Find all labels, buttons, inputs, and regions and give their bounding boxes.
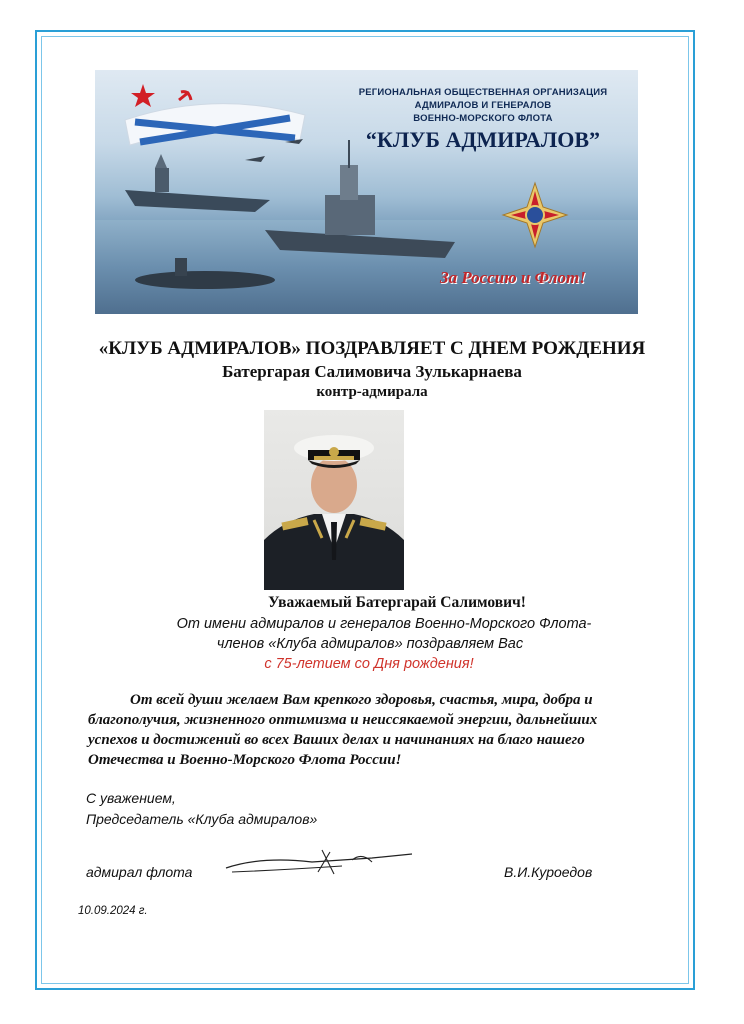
hammer-sickle-icon	[179, 92, 191, 100]
header-banner	[95, 70, 638, 314]
regards-text: С уважением,	[86, 790, 176, 806]
club-name: “КЛУБ АДМИРАЛОВ”	[365, 127, 601, 152]
recipient-portrait	[264, 410, 404, 590]
jet-icon	[245, 139, 303, 162]
wishes-text: От всей души желаем Вам крепкого здоровья, счастья, мира, добра и благополучия, жизненного оптимизма и неиссякаемой энергии, дальнейших успехов и достижений во всех Ваших делах и начинаниях на благо нашего Отечества и Военно-Морского Флота России!	[88, 692, 598, 768]
wishes-paragraph	[88, 690, 648, 770]
salutation: Уважаемый Батергарай Салимович!	[268, 594, 526, 611]
organization-name	[333, 86, 633, 153]
recipient-name: Батергарая Салимовича Зулькарнаева	[222, 362, 522, 381]
signer-rank: адмирал флота	[86, 864, 193, 880]
signer-name: В.И.Куроедов	[504, 864, 593, 880]
congratulation-heading: «КЛУБ АДМИРАЛОВ» ПОЗДРАВЛЯЕТ С ДНЕМ РОЖДЕНИЯ	[98, 338, 646, 359]
greeting-line-2: От имени адмиралов и генералов Военно-Морского Флота-	[176, 616, 592, 632]
document-date: 10.09.2024 г.	[78, 905, 148, 917]
submarine-icon	[135, 258, 275, 289]
red-star-icon	[131, 84, 155, 107]
anniversary-line: с 75-летием со Дня рождения!	[264, 656, 474, 672]
handwritten-signature	[222, 842, 422, 878]
motto: За Россию и Флот!	[440, 268, 586, 287]
org-line-2: АДМИРАЛОВ И ГЕНЕРАЛОВ	[414, 100, 552, 111]
chairman-position: Председатель «Клуба адмиралов»	[86, 811, 318, 827]
naval-flag-icon	[125, 104, 305, 145]
aircraft-carrier-icon	[125, 154, 270, 212]
order-cross-icon	[503, 183, 567, 247]
org-line-3: ВОЕННО-МОРСКОГО ФЛОТА	[413, 113, 553, 124]
org-line-1: РЕГИОНАЛЬНАЯ ОБЩЕСТВЕННАЯ ОРГАНИЗАЦИЯ	[358, 87, 608, 98]
recipient-rank: контр-адмирала	[316, 384, 428, 400]
cruiser-ship-icon	[265, 140, 455, 258]
greeting-line-3: членов «Клуба адмиралов» поздравляем Вас	[216, 636, 524, 652]
